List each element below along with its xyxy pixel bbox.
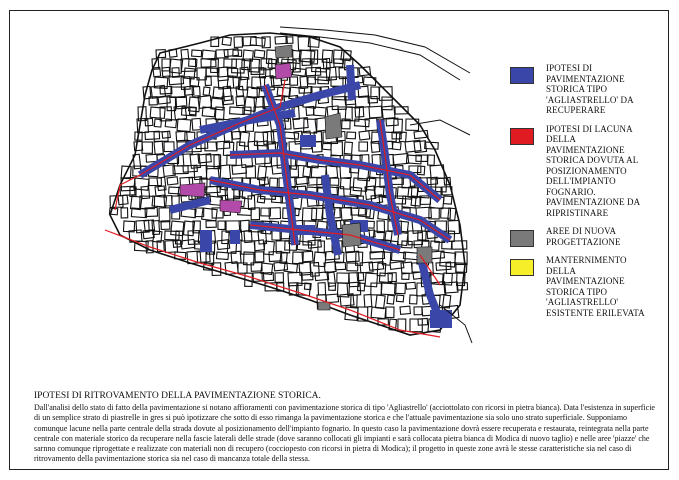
legend-item-paving bbox=[510, 63, 670, 116]
urban-block bbox=[167, 177, 178, 185]
urban-block bbox=[232, 165, 246, 175]
urban-block bbox=[347, 263, 358, 271]
urban-block bbox=[181, 49, 189, 59]
urban-block bbox=[222, 37, 231, 45]
urban-block bbox=[359, 131, 370, 140]
urban-block bbox=[335, 263, 346, 270]
urban-block bbox=[428, 155, 435, 165]
urban-block bbox=[154, 141, 163, 154]
urban-block bbox=[154, 132, 168, 142]
urban-block bbox=[387, 295, 394, 304]
urban-block bbox=[284, 263, 297, 273]
legend-swatch-existing bbox=[510, 259, 534, 276]
urban-block bbox=[224, 59, 237, 67]
urban-block bbox=[414, 307, 422, 315]
legend-swatch-new-areas bbox=[510, 230, 534, 247]
urban-block bbox=[192, 50, 202, 57]
urban-block bbox=[160, 86, 172, 94]
urban-block bbox=[379, 87, 392, 101]
urban-block bbox=[350, 187, 362, 196]
urban-block bbox=[205, 142, 217, 151]
paving-area bbox=[230, 230, 240, 244]
urban-block bbox=[251, 263, 262, 272]
urban-block bbox=[399, 132, 406, 142]
urban-map bbox=[80, 25, 475, 345]
urban-block bbox=[386, 307, 394, 317]
urban-block bbox=[400, 306, 410, 314]
urban-block bbox=[405, 140, 421, 152]
urban-block bbox=[255, 252, 264, 262]
urban-block bbox=[275, 273, 283, 282]
urban-block bbox=[216, 252, 228, 259]
urban-block bbox=[308, 77, 316, 84]
urban-block bbox=[375, 295, 385, 309]
legend-swatch-lacuna bbox=[510, 128, 534, 145]
new-design-area bbox=[325, 113, 342, 139]
urban-block bbox=[337, 273, 349, 283]
urban-block bbox=[218, 221, 225, 229]
urban-block bbox=[236, 96, 245, 105]
urban-block bbox=[396, 295, 403, 302]
urban-block bbox=[142, 142, 152, 153]
urban-block bbox=[176, 131, 187, 141]
urban-block bbox=[171, 87, 185, 97]
urban-block bbox=[359, 142, 368, 151]
paving-street bbox=[350, 65, 352, 100]
caption-title: IPOTESI DI RITROVAMENTO DELLA PAVIMENTAZIONE STORICA. bbox=[34, 391, 321, 401]
legend-item-existing bbox=[510, 255, 670, 318]
urban-block bbox=[340, 178, 350, 189]
caption-body: Dall'analisi dello stato di fatto della pavimentazione si notano affioramenti con pavimentazione storica di tipo 'Agliastrello' (acciottolato con ricorsi in pietra bianca). Data l'esistenza in superficie di un semplice strato di piastrelle in gres si può ipotizzare che sotto di esso rimanga la pavimentazione storica e che l'attuale pavimentazione sia solo uno strato superficiale. Supponiamo comunque lacune nella parte centrale della strada dovute al posizionamento dell'impianto fognario. In questo caso la pavimentazione dovrà essere recuperata e restaurata, reintegrata nella parte centrale con materiale storico da recuperare nella fascie laterali delle strade (dove saranno collocati gli impianti e sarà collocata pietra bianca di Modica di nuovo taglio) e nelle aree 'piazze' che sarnno comunque riprogettate e realizzate con materiali non di recupero (cocciopesto con ricorsi in pietra di Modica); il progetto in queste zone avrà le stesse caratteristiche sia nel caso di ritrovamento della pavimentazione storica sia nel caso di mancanza totale della stessa. bbox=[34, 403, 655, 464]
urban-block bbox=[315, 68, 330, 81]
caption bbox=[34, 391, 662, 465]
new-design-area bbox=[275, 45, 292, 58]
urban-block bbox=[355, 119, 370, 127]
urban-block bbox=[232, 131, 240, 139]
urban-block bbox=[203, 87, 210, 95]
urban-block bbox=[171, 221, 184, 236]
urban-block bbox=[285, 132, 299, 139]
urban-block bbox=[322, 50, 332, 63]
urban-block bbox=[250, 37, 265, 46]
urban-block bbox=[177, 119, 191, 132]
urban-block bbox=[155, 186, 165, 196]
urban-block bbox=[149, 178, 161, 186]
urban-block bbox=[364, 294, 372, 307]
legend bbox=[510, 63, 670, 326]
urban-block bbox=[443, 196, 451, 204]
urban-block bbox=[318, 283, 326, 295]
legend-item-lacuna bbox=[510, 124, 670, 219]
legend-item-new-areas bbox=[510, 226, 670, 247]
urban-block bbox=[406, 282, 415, 289]
urban-block bbox=[187, 251, 201, 264]
urban-block bbox=[156, 50, 166, 58]
urban-block bbox=[197, 251, 210, 262]
legend-label-paving: IPOTESI DI PAVIMENTAZIONE STORICA TIPO 'AGLIASTRELLO' DA RECUPERARE bbox=[546, 63, 634, 115]
urban-block bbox=[202, 107, 215, 117]
urban-block bbox=[382, 106, 395, 119]
plaza-area bbox=[180, 183, 205, 197]
urban-block bbox=[234, 37, 243, 48]
map-svg bbox=[80, 25, 475, 345]
urban-block bbox=[257, 196, 265, 203]
urban-block bbox=[382, 97, 393, 110]
urban-block bbox=[324, 262, 336, 273]
plaza-area bbox=[275, 63, 292, 79]
paving-area bbox=[430, 310, 452, 328]
urban-block bbox=[251, 68, 264, 75]
urban-block bbox=[254, 50, 264, 58]
paving-area bbox=[300, 135, 316, 147]
paving-area bbox=[200, 230, 212, 252]
urban-block bbox=[121, 208, 128, 218]
urban-block bbox=[440, 252, 456, 267]
urban-block bbox=[243, 37, 256, 46]
urban-block bbox=[410, 295, 418, 304]
urban-block bbox=[448, 220, 460, 233]
urban-block bbox=[290, 77, 298, 85]
urban-block bbox=[332, 97, 346, 110]
urban-block bbox=[162, 67, 170, 76]
new-design-area bbox=[417, 247, 432, 263]
urban-block bbox=[159, 208, 170, 222]
urban-block bbox=[344, 142, 352, 154]
urban-block bbox=[392, 142, 401, 150]
plaza-area bbox=[220, 200, 242, 213]
urban-block bbox=[192, 118, 201, 130]
urban-block bbox=[164, 142, 174, 152]
urban-block bbox=[385, 231, 392, 241]
urban-block bbox=[381, 283, 396, 295]
legend-label-lacuna: IPOTESI DI LACUNA DELLA PAVIMENTAZIONE STORICA DOVUTA AL POSIZIONAMENTO DELL'IMPIANTO FOGNARIO. PAVIMENTAZIONE DA RIPRISTINARE bbox=[546, 123, 640, 218]
plan-sheet bbox=[9, 10, 669, 470]
legend-swatch-paving bbox=[510, 67, 534, 84]
legend-label-new-areas: AREE DI NUOVA PROGETTAZIONE bbox=[546, 226, 621, 247]
urban-block bbox=[326, 294, 339, 303]
urban-block bbox=[358, 208, 370, 217]
urban-block bbox=[150, 107, 165, 118]
urban-block bbox=[369, 106, 382, 118]
legend-label-existing: MANTERNIMENTO DELLA PAVIMENTAZIONE STORICA TIPO 'AGLIASTRELLO' ESISTENTE ERILEVATA bbox=[546, 255, 645, 318]
urban-block bbox=[371, 283, 382, 295]
urban-block bbox=[347, 132, 356, 139]
urban-block bbox=[206, 221, 216, 228]
